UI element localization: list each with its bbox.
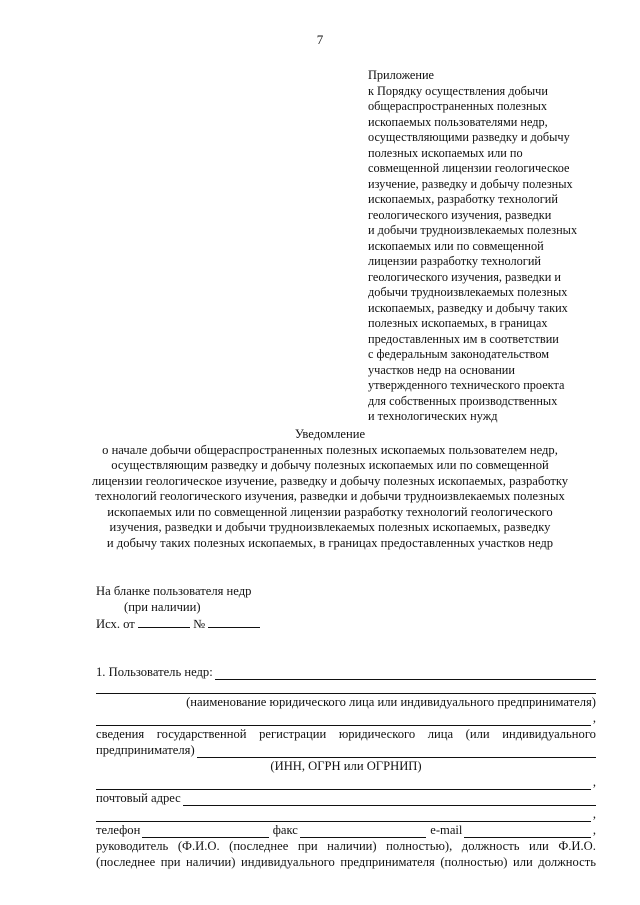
label-word: предпринимателя bbox=[340, 855, 435, 869]
appendix-line: добычи трудноизвлекаемых полезных bbox=[368, 285, 568, 299]
comma: , bbox=[592, 711, 596, 725]
name-field[interactable] bbox=[96, 713, 591, 726]
appendix-line: ископаемых, разведку и добычу таких bbox=[368, 300, 568, 315]
label-word: или bbox=[529, 839, 549, 853]
notice-subtitle-line: о начале добычи общераспространенных полезных ископаемых пользователем недр, bbox=[102, 442, 558, 457]
label-word: руководитель bbox=[96, 839, 169, 853]
label-word: регистрации bbox=[259, 727, 327, 741]
label-word: Ф.И.О. bbox=[558, 839, 596, 853]
label-word: (или bbox=[465, 727, 490, 741]
label-word: (последнее bbox=[229, 839, 289, 853]
letterhead-label: На бланке пользователя недр bbox=[96, 584, 252, 598]
subsoil-user-row bbox=[96, 664, 596, 680]
appendix-line: к Порядку осуществления добычи bbox=[368, 83, 548, 98]
head-label-line2 bbox=[96, 854, 596, 870]
phone-label: телефон bbox=[96, 823, 141, 837]
appendix-line: геологического изучения, разведки bbox=[368, 207, 552, 222]
registration-row bbox=[96, 742, 596, 758]
inn-caption: (ИНН, ОГРН или ОГРНИП) bbox=[270, 759, 422, 773]
appendix-line: Приложение bbox=[368, 68, 434, 82]
fax-field[interactable] bbox=[300, 825, 426, 838]
appendix-line: лицензии разработку технологий bbox=[368, 254, 542, 268]
appendix-line: утвержденного технического проекта bbox=[368, 378, 565, 392]
registration-field[interactable] bbox=[197, 745, 596, 758]
phone-field[interactable] bbox=[142, 825, 268, 838]
subsoil-user-field[interactable] bbox=[215, 667, 596, 680]
appendix-line: полезных ископаемых, в границах bbox=[368, 316, 548, 330]
notice-subtitle-line: изучения, разведки и добычи трудноизвлекаемых полезных ископаемых, разведку bbox=[109, 520, 551, 534]
appendix-line: совмещенной лицензии геологическое bbox=[368, 161, 570, 175]
comma: , bbox=[592, 807, 596, 821]
notice-form bbox=[96, 664, 596, 870]
head-label-line1 bbox=[96, 838, 596, 854]
label-word: полностью), bbox=[386, 839, 453, 853]
appendix-line: общераспространенных полезных bbox=[368, 99, 548, 113]
name-field-row bbox=[96, 710, 596, 726]
label-word: должность bbox=[461, 839, 520, 853]
postal-field[interactable] bbox=[183, 793, 596, 806]
outgoing-date-field[interactable] bbox=[138, 615, 190, 628]
label-word: (Ф.И.О. bbox=[177, 839, 220, 853]
notice-title-block bbox=[0, 427, 640, 551]
appendix-line: для собственных производственных bbox=[368, 393, 558, 408]
label-word: должность bbox=[538, 855, 596, 869]
registration-label-line2: предпринимателя) bbox=[96, 743, 195, 757]
appendix-line: изучение, разведку и добычу полезных bbox=[368, 176, 573, 191]
appendix-line: полезных ископаемых или по bbox=[368, 145, 523, 160]
notice-title: Уведомление bbox=[294, 427, 366, 441]
label-word: (последнее bbox=[96, 855, 156, 869]
appendix-line: участков недр на основании bbox=[368, 362, 515, 377]
label-word: сведения bbox=[96, 727, 145, 741]
appendix-heading bbox=[368, 68, 618, 425]
outgoing-number-field[interactable] bbox=[208, 615, 260, 628]
notice-subtitle-line: ископаемых или по совмещенной лицензии разработку технологий геологического bbox=[107, 504, 553, 519]
email-field[interactable] bbox=[464, 825, 590, 838]
postal-label: почтовый адрес bbox=[96, 791, 181, 805]
appendix-line: предоставленных им в соответствии bbox=[368, 331, 559, 346]
label-word: индивидуального bbox=[502, 727, 596, 741]
email-label: e-mail bbox=[430, 823, 463, 837]
postal-field-line2[interactable] bbox=[96, 809, 591, 822]
subsoil-user-field-line2[interactable] bbox=[96, 682, 596, 694]
notice-subtitle-line: и добычу таких полезных ископаемых, в границах предоставленных участков недр bbox=[106, 535, 554, 550]
label-word: индивидуального bbox=[241, 855, 335, 869]
appendix-line: геологического изучения, разведки и bbox=[368, 269, 561, 284]
appendix-line: осуществляющими разведку и добычу bbox=[368, 130, 570, 144]
notice-subtitle bbox=[0, 443, 640, 552]
appendix-line: и технологических нужд bbox=[368, 409, 498, 423]
letterhead-block bbox=[96, 583, 396, 632]
number-sign: № bbox=[193, 617, 206, 631]
label-word: при bbox=[160, 855, 181, 869]
fax-label: факс bbox=[272, 823, 298, 837]
subsoil-user-label: 1. Пользователь недр: bbox=[96, 665, 213, 679]
registration-label-line1 bbox=[96, 726, 596, 742]
postal-row bbox=[96, 790, 596, 806]
appendix-line: с федеральным законодательством bbox=[368, 347, 550, 361]
appendix-line: ископаемых пользователями недр, bbox=[368, 114, 548, 129]
label-word: юридического bbox=[338, 727, 416, 741]
label-word: (полностью) bbox=[440, 855, 508, 869]
appendix-line: ископаемых или по совмещенной bbox=[368, 238, 544, 253]
label-word: государственной bbox=[156, 727, 247, 741]
comma: , bbox=[592, 823, 596, 837]
notice-subtitle-line: технологий геологического изучения, разведки и добычи трудноизвлекаемых полезных bbox=[95, 489, 565, 503]
label-word: или bbox=[512, 855, 533, 869]
label-word: лица bbox=[427, 727, 454, 741]
inn-field-row bbox=[96, 774, 596, 790]
outgoing-prefix: Исх. от bbox=[96, 617, 135, 631]
name-caption: (наименование юридического лица или индивидуального предпринимателя) bbox=[186, 695, 596, 709]
appendix-line: ископаемых, разработку технологий bbox=[368, 192, 558, 206]
inn-field[interactable] bbox=[96, 777, 591, 790]
notice-subtitle-line: лицензии геологическое изучение, разведку и добычу полезных ископаемых, разработку bbox=[91, 473, 569, 488]
label-word: наличии) bbox=[327, 839, 377, 853]
postal-row-2 bbox=[96, 806, 596, 822]
label-word: наличии) bbox=[186, 855, 236, 869]
contacts-row bbox=[96, 822, 596, 838]
notice-subtitle-line: осуществляющим разведку и добычу полезных ископаемых или по совмещенной bbox=[111, 458, 549, 472]
comma: , bbox=[592, 775, 596, 789]
letterhead-note: (при наличии) bbox=[124, 600, 201, 614]
appendix-line: и добычи трудноизвлекаемых полезных bbox=[368, 223, 578, 237]
page-number: 7 bbox=[316, 32, 324, 47]
label-word: при bbox=[297, 839, 318, 853]
outgoing-ref bbox=[96, 615, 396, 632]
